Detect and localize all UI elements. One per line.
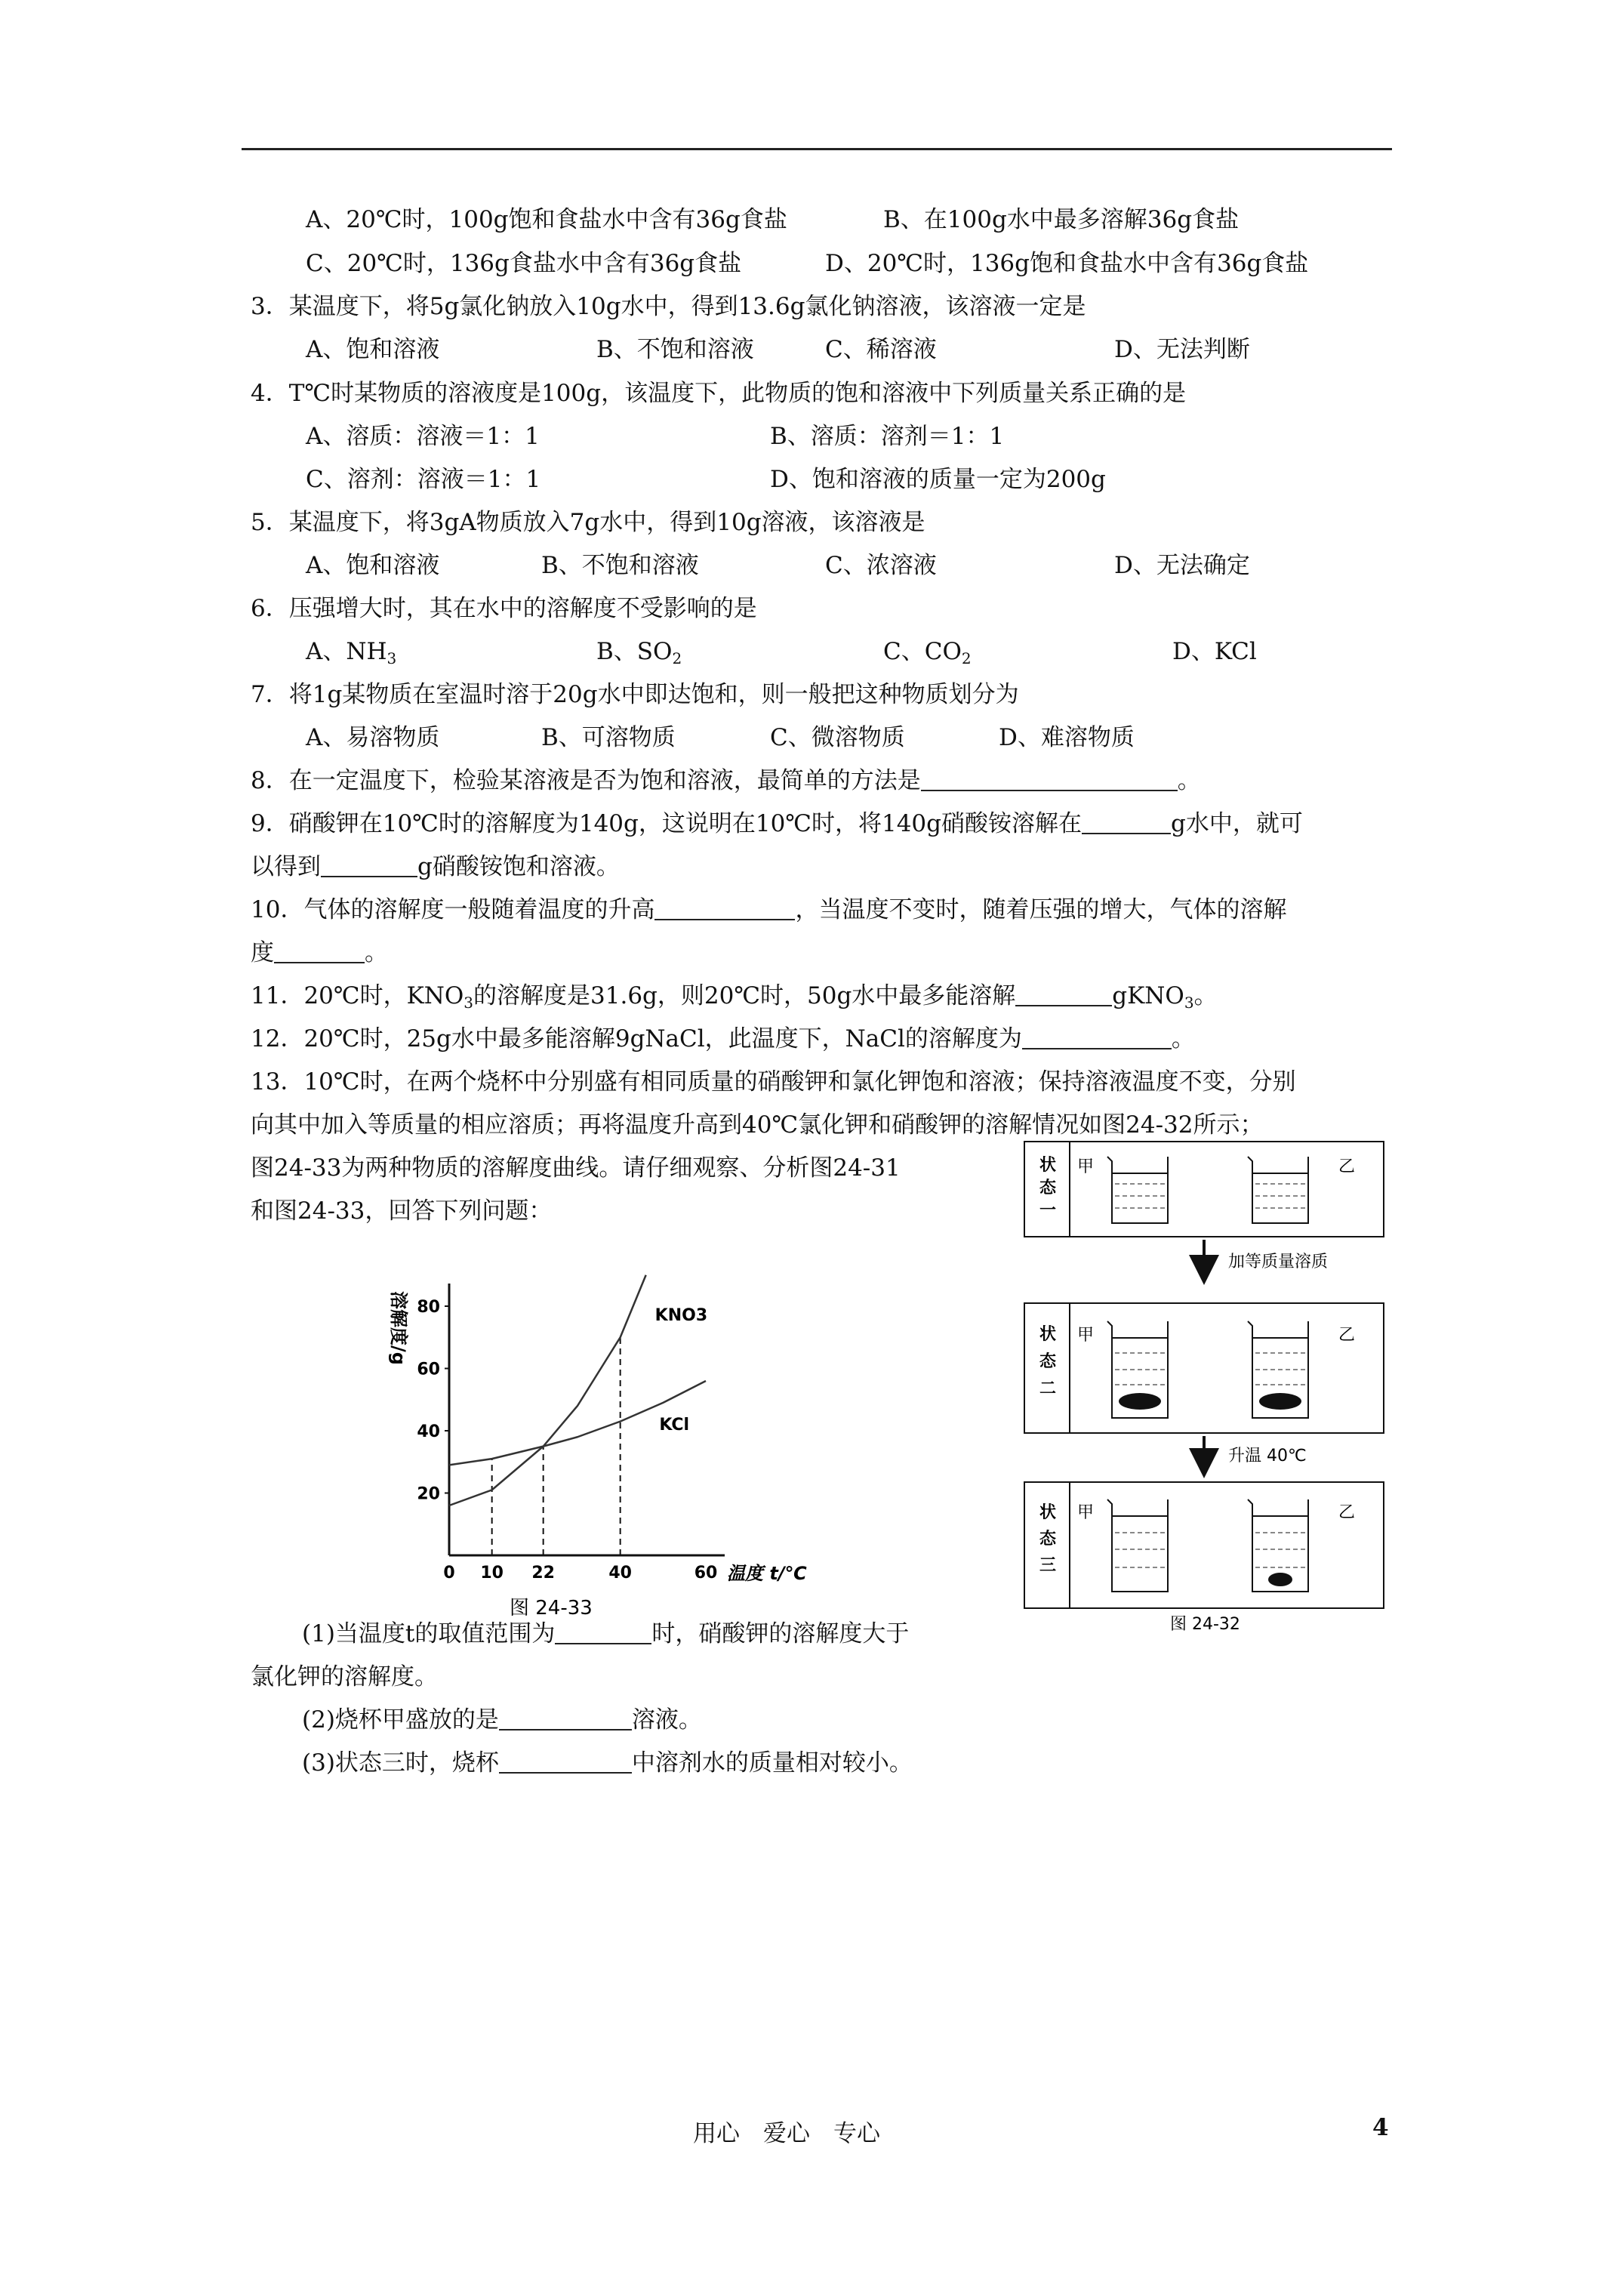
q3-option-b: B、不饱和溶液	[596, 336, 754, 363]
beaker-jia-label-3: 甲	[1077, 1503, 1095, 1522]
y-tick-label-60: 60	[417, 1360, 440, 1379]
x-tick-label-40: 40	[608, 1564, 632, 1583]
x-axis-label: 温度 t/℃	[727, 1563, 807, 1584]
header-rule	[242, 148, 1392, 150]
x-tick-label-22: 22	[531, 1564, 555, 1583]
beaker-jia-state3	[1107, 1499, 1168, 1592]
q3-option-a: A、饱和溶液	[306, 336, 440, 363]
q5-option-a: A、饱和溶液	[306, 552, 440, 579]
q1-option-b: B、在100g水中最多溶解36g食盐	[883, 206, 1240, 233]
q12-blank[interactable]	[1022, 1028, 1172, 1049]
state3-box	[1024, 1482, 1384, 1608]
q10-text-line2: 度 。	[251, 939, 388, 966]
q4-option-b: B、溶质：溶剂＝1：1	[770, 423, 1005, 450]
beaker-jia-state1	[1107, 1157, 1168, 1223]
q13-sub2: (2)烧杯甲盛放的是 溶液。	[302, 1706, 702, 1734]
beaker-jia-label-1: 甲	[1077, 1157, 1095, 1176]
undissolved-solid-yi-state3	[1268, 1573, 1292, 1586]
q8-blank[interactable]	[921, 770, 1178, 791]
q12-text: 12．20℃时，25g水中最多能溶解9gNaCl，此温度下，NaCl的溶解度为 。	[251, 1025, 1195, 1052]
q13-stem-line2: 向其中加入等质量的相应溶质；再将温度升高到40℃氯化钾和硝酸钾的溶解情况如图24-32所示；	[251, 1111, 1264, 1139]
q4-option-a: A、溶质：溶液＝1：1	[306, 423, 540, 450]
q10-text: 10．气体的溶解度一般随着温度的升高 ，当温度不变时，随着压强的增大，气体的溶解	[251, 896, 1287, 923]
q13-stem-line3: 图24-33为两种物质的溶解度曲线。请仔细观察、分析图24-31	[251, 1154, 901, 1182]
beaker-figure	[1023, 1140, 1385, 1631]
q7-option-d: D、难溶物质	[999, 724, 1135, 751]
q6-stem: 6．压强增大时，其在水中的溶解度不受影响的是	[251, 595, 757, 622]
y-tick-label-20: 20	[417, 1484, 440, 1504]
state1-label-3: 一	[1039, 1201, 1057, 1220]
q13-sub3-blank[interactable]	[499, 1752, 632, 1774]
q6-option-d: D、KCl	[1172, 638, 1257, 665]
state3-label-2: 态	[1039, 1530, 1057, 1549]
state3-label-1: 状	[1039, 1503, 1057, 1522]
q13-sub2-blank[interactable]	[499, 1709, 632, 1730]
q13-stem-line4: 和图24-33，回答下列问题：	[251, 1197, 553, 1225]
q11-blank[interactable]	[1015, 985, 1112, 1006]
series-kno3-line	[449, 1275, 646, 1505]
q4-option-d: D、饱和溶液的质量一定为200g	[770, 466, 1106, 493]
q5-stem: 5．某温度下，将3gA物质放入7g水中，得到10g溶液，该溶液是	[251, 509, 925, 536]
state3-label-3: 三	[1039, 1556, 1057, 1575]
series-label-kno3: KNO3	[654, 1305, 708, 1325]
q13-sub1-line2: 氯化钾的溶解度。	[251, 1663, 438, 1690]
q6-option-c: C、$CO_2$	[883, 638, 972, 667]
q8-text: 8．在一定温度下，检验某溶液是否为饱和溶液，最简单的方法是 。	[251, 767, 1201, 794]
q9-text: 9．硝酸钾在10℃时的溶解度为140g，这说明在10℃时，将140g硝酸铵溶解在 g水中，就可	[251, 810, 1303, 837]
q11-text: 11．20℃时，$KNO_3$的溶解度是31.6g，则20℃时，50g水中最多能溶解 gKNO$_3$。	[251, 982, 1218, 1012]
state2-label-2: 态	[1039, 1352, 1057, 1371]
q5-option-d: D、无法确定	[1114, 552, 1250, 579]
fig24-33-caption: 图 24-33	[510, 1597, 593, 1616]
q10-blank-1[interactable]	[654, 899, 795, 920]
q13-sub1: (1)当温度t的取值范围为 时，硝酸钾的溶解度大于	[302, 1620, 910, 1647]
x-tick-label-0: 0	[443, 1564, 455, 1583]
y-tick-label-80: 80	[417, 1298, 440, 1317]
arrow1-label: 加等质量溶质	[1228, 1253, 1329, 1271]
beaker-yi-label-3: 乙	[1338, 1503, 1356, 1522]
q7-stem: 7．将1g某物质在室温时溶于20g水中即达饱和，则一般把这种物质划分为	[251, 681, 1019, 708]
q1-option-d: D、20℃时，136g饱和食盐水中含有36g食盐	[825, 250, 1309, 277]
beaker-yi-state1	[1248, 1157, 1308, 1223]
q9-text-line2: 以得到 g硝酸铵饱和溶液。	[251, 853, 620, 880]
footer-motto: 用心 爱心 专心	[693, 2120, 880, 2147]
q10-blank-2[interactable]	[274, 942, 365, 963]
state1-box	[1024, 1142, 1384, 1237]
q7-option-b: B、可溶物质	[541, 724, 676, 751]
y-axis-label: 溶解度/g	[388, 1291, 409, 1365]
page-number: 4	[1372, 2114, 1389, 2141]
y-tick-label-40: 40	[417, 1422, 440, 1441]
beaker-yi-label-1: 乙	[1338, 1157, 1356, 1176]
q9-blank-2[interactable]	[321, 856, 417, 877]
q1-option-a: A、20℃时，100g饱和食盐水中含有36g食盐	[306, 206, 787, 233]
arrow2-label: 升温 40℃	[1228, 1447, 1307, 1465]
q7-option-c: C、微溶物质	[770, 724, 905, 751]
q6-option-a: A、$NH_3$	[306, 638, 397, 667]
q6-option-b: B、$SO_2$	[596, 638, 682, 667]
beaker-yi-label-2: 乙	[1338, 1326, 1356, 1345]
q4-stem: 4．T℃时某物质的溶液度是100g，该温度下，此物质的饱和溶液中下列质量关系正确的是	[251, 380, 1187, 407]
chart-labels	[388, 1291, 807, 1616]
q3-stem: 3．某温度下，将5g氯化钠放入10g水中，得到13.6g氯化钠溶液，该溶液一定是	[251, 293, 1086, 320]
q7-option-a: A、易溶物质	[306, 724, 440, 751]
x-tick-label-60: 60	[694, 1564, 718, 1583]
q13-sub1-blank[interactable]	[555, 1623, 651, 1644]
q13-stem-line1: 13．10℃时，在两个烧杯中分别盛有相同质量的硝酸钾和氯化钾饱和溶液；保持溶液温度不变，分别	[251, 1068, 1296, 1096]
fig24-32-caption: 图 24-32	[1170, 1615, 1240, 1631]
q9-blank-1[interactable]	[1082, 813, 1171, 834]
state2-label-1: 状	[1039, 1325, 1057, 1344]
series-label-kcl: KCl	[659, 1415, 690, 1435]
state2-box	[1024, 1303, 1384, 1433]
state1-label-1: 状	[1039, 1156, 1057, 1175]
state1-label-2: 态	[1039, 1179, 1057, 1197]
q5-option-b: B、不饱和溶液	[541, 552, 699, 579]
q4-option-c: C、溶剂：溶液＝1：1	[306, 466, 541, 493]
solubility-chart	[362, 1238, 808, 1616]
beaker-jia-label-2: 甲	[1077, 1326, 1095, 1345]
undissolved-solid-yi-state2	[1259, 1393, 1301, 1410]
q3-option-d: D、无法判断	[1114, 336, 1250, 363]
x-tick-label-10: 10	[480, 1564, 504, 1583]
q5-option-c: C、浓溶液	[825, 552, 937, 579]
state2-label-3: 二	[1039, 1379, 1057, 1398]
q3-option-c: C、稀溶液	[825, 336, 937, 363]
chart-dashed-guides	[492, 1337, 621, 1555]
undissolved-solid-jia-state2	[1119, 1393, 1161, 1410]
q13-sub3: (3)状态三时，烧杯 中溶剂水的质量相对较小。	[302, 1749, 913, 1777]
q1-option-c: C、20℃时，136g食盐水中含有36g食盐	[306, 250, 742, 277]
